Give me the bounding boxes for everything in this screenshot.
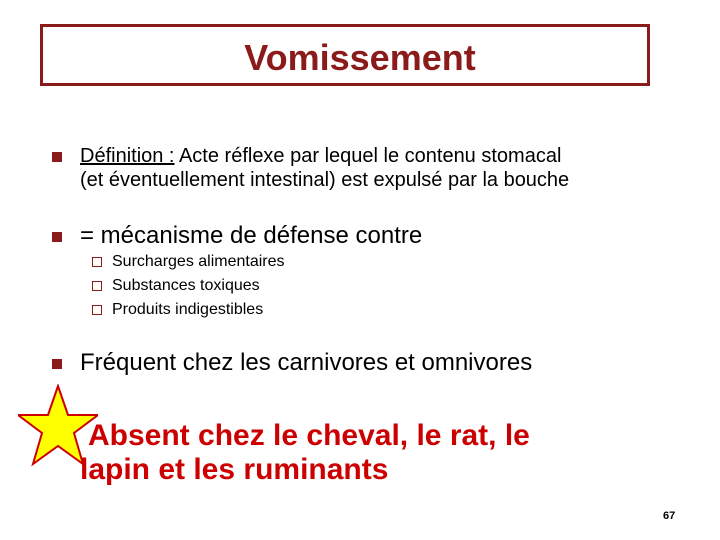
sub-item: Surcharges alimentaires — [112, 253, 285, 270]
bullet-square-icon — [52, 152, 62, 162]
bullet-square-icon — [52, 359, 62, 369]
definition-text: Acte réflexe par lequel le contenu stomacal — [174, 145, 562, 167]
bullet-square-icon — [52, 232, 62, 242]
definition-line-2: (et éventuellement intestinal) est expulsé par la bouche — [80, 169, 570, 191]
highlight-line-2: lapin et les ruminants — [80, 453, 389, 486]
frequency-text: Fréquent chez les carnivores et omnivores — [80, 349, 533, 376]
page-number: 67 — [663, 510, 676, 522]
highlight-line-1: Absent chez le cheval, le rat, le — [88, 419, 530, 452]
checkbox-icon — [92, 281, 102, 291]
checkbox-icon — [92, 305, 102, 315]
definition-line-1 — [80, 144, 561, 168]
slide-title: Vomissement — [244, 37, 476, 78]
sub-item: Substances toxiques — [112, 277, 260, 294]
defense-mechanism-text: = mécanisme de défense contre — [80, 222, 423, 249]
definition-label: Définition : — [80, 145, 175, 167]
sub-item: Produits indigestibles — [112, 301, 264, 318]
checkbox-icon — [92, 257, 102, 267]
